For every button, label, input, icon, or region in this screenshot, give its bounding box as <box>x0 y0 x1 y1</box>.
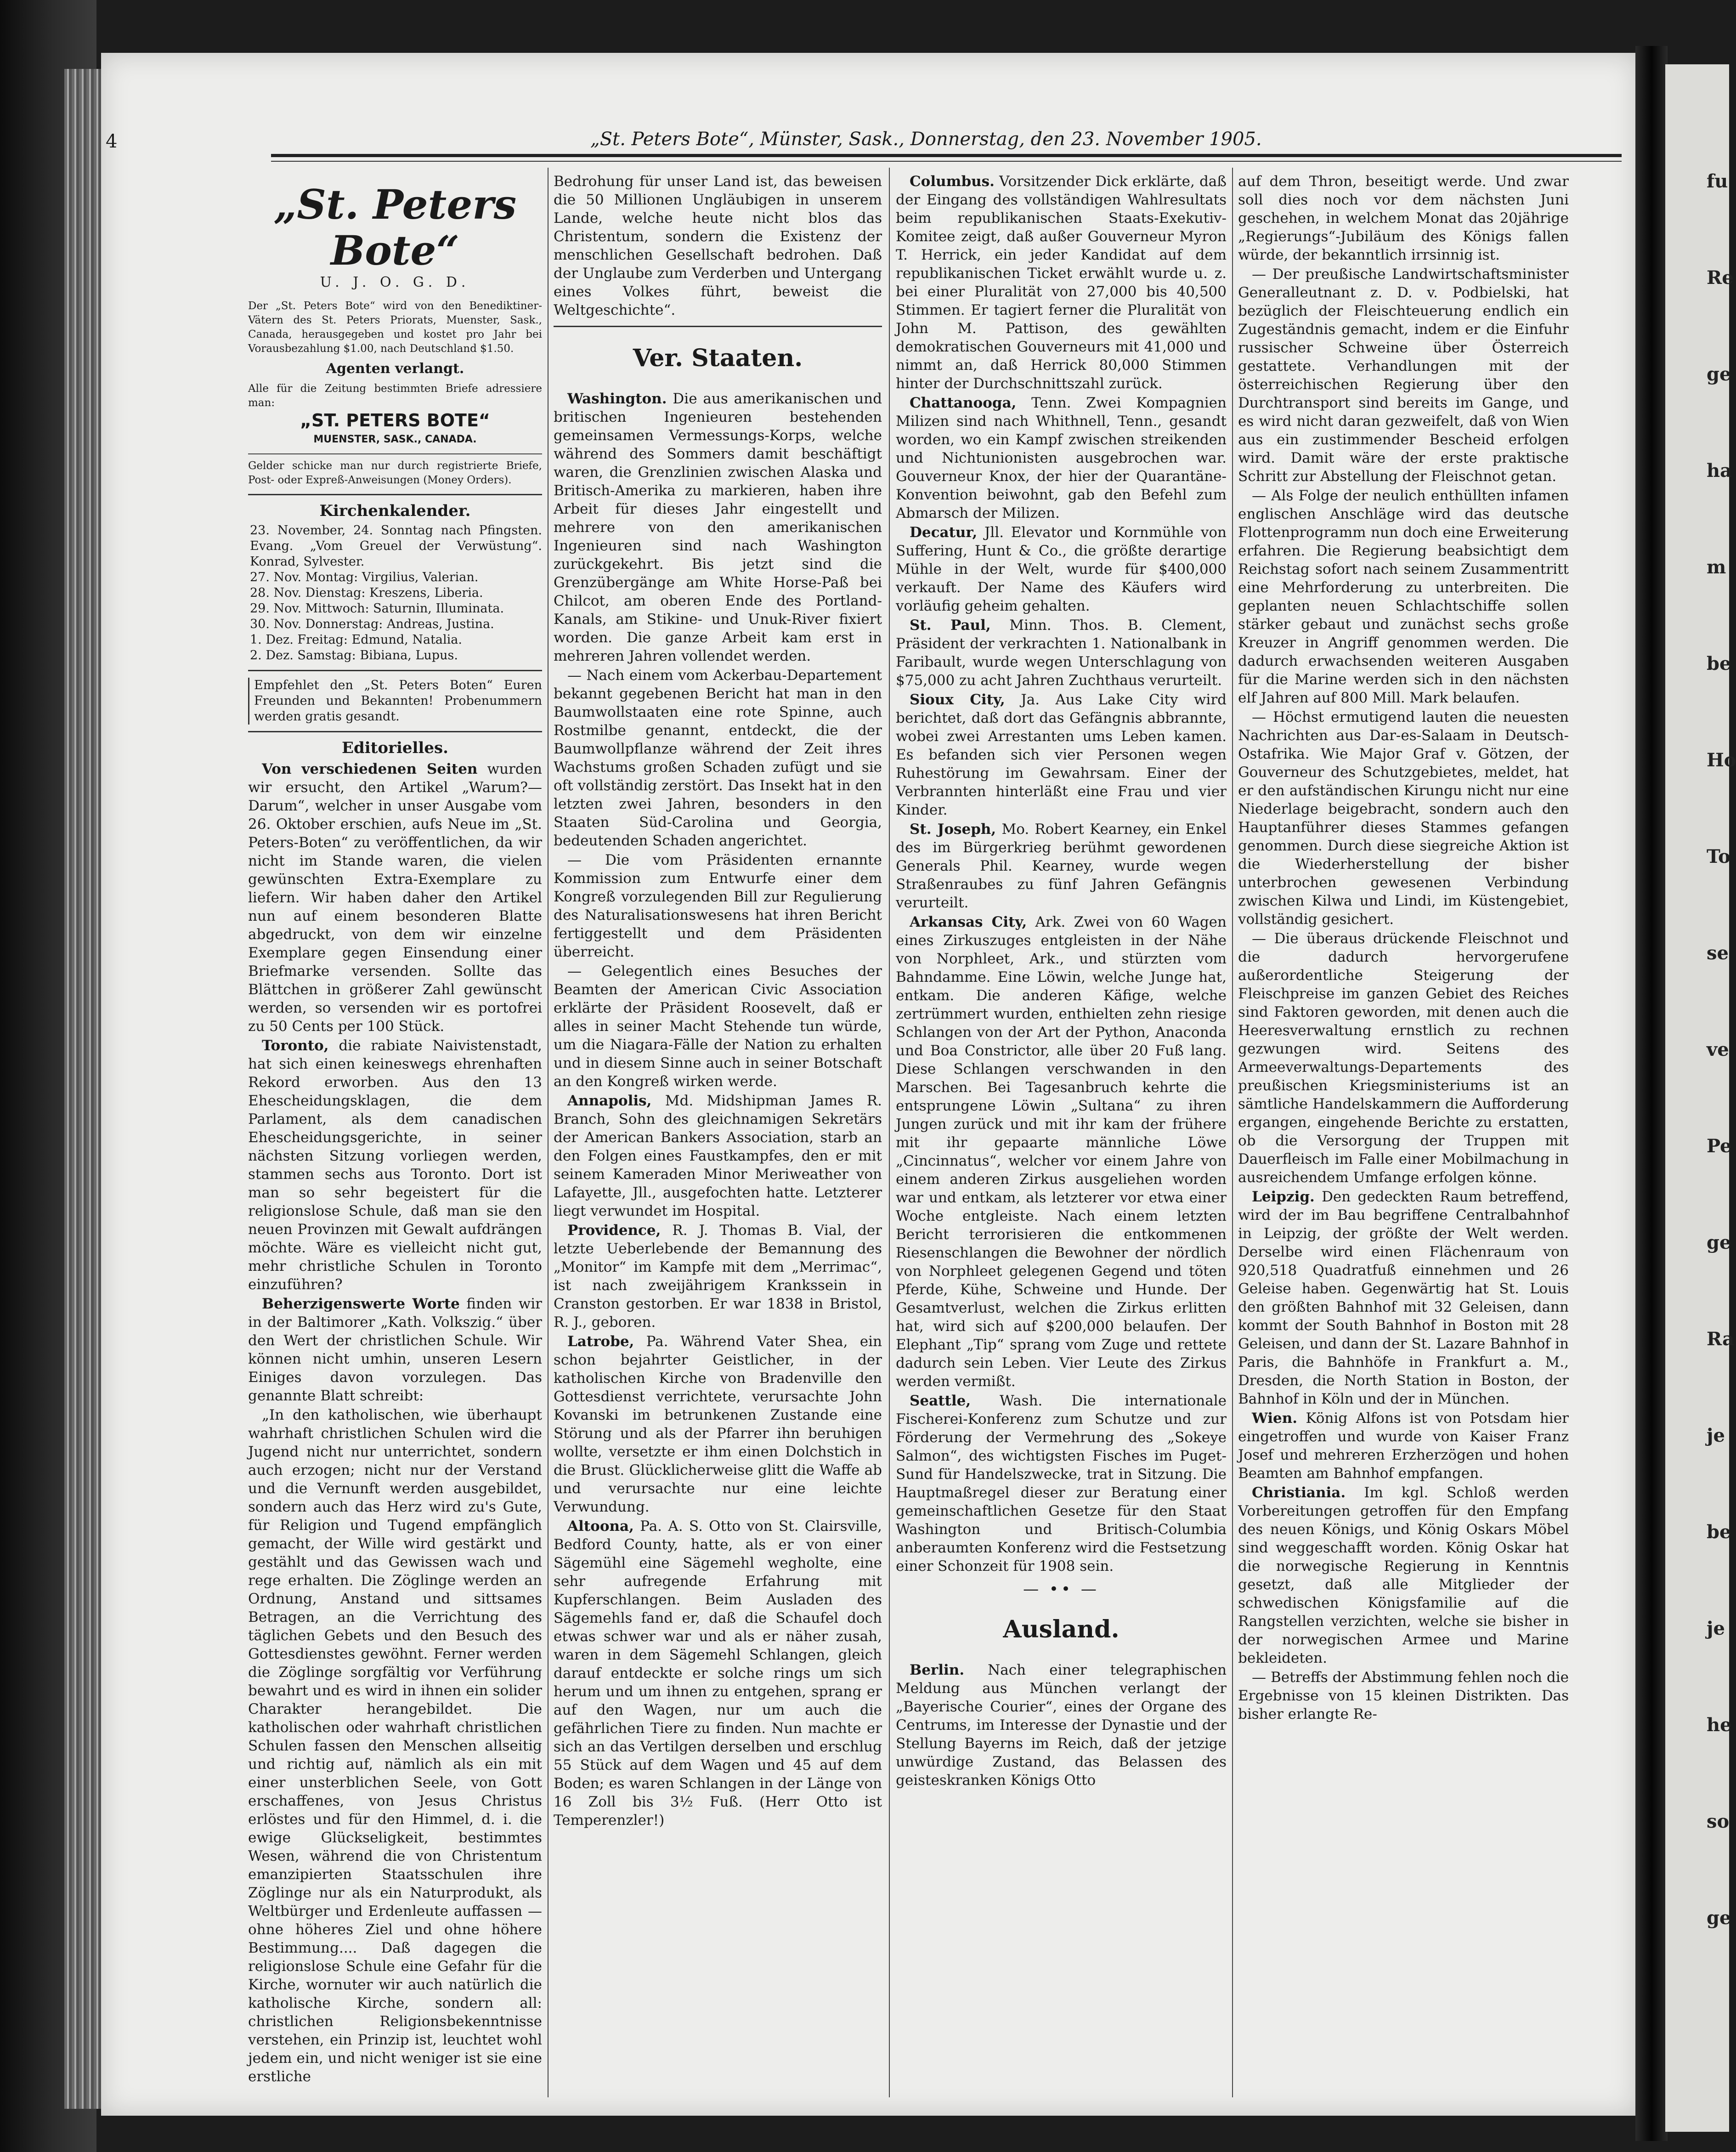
calendar-entry: 27. Nov. Montag: Virgilius, Valerian. <box>250 570 479 584</box>
article-head: St. Paul, <box>910 617 991 634</box>
adjacent-page-fragment: ha <box>1707 460 1732 481</box>
article-text: wurden wir ersucht, den Artikel „Warum?—Darum“, welcher in unser Ausgabe vom 26. Oktober erschien, aufs Neue im „St. Peters-Boten“ zu veröffentlichen, da wir nicht im Stande waren, die vielen gewünschten Extra-Exemplare zu liefern. Wir haben daher den Artikel nun auf einem besonderen Blatte abgedruckt, von dem wir einzelne Exemplare gegen Einsendung einer Briefmarke versenden. Sollte das Blättchen in größerer Zahl gewünscht werden, so versenden wir es portofrei zu 50 Cents per 100 Stück. <box>248 761 543 1035</box>
agents-wanted: Agenten verlangt. <box>326 361 464 377</box>
article-continuation: Bedrohung für unser Land ist, das beweisen die 50 Millionen Ungläubigen in unserem Lande, welche heute nicht blos das Christentum, sondern die Existenz der menschlichen Gesellschaft bedrohen. Daß der Unglaube zum Verderben und Untergang eines Volkes führt, beweist die Weltgeschichte“. <box>554 173 882 318</box>
article-head: Toronto, <box>262 1037 329 1054</box>
divider <box>248 494 542 495</box>
article <box>896 523 1227 615</box>
masthead-description: Der „St. Peters Bote“ wird von den Benediktiner-Vätern des St. Peters Priorats, Muenster, Sask., Canada, herausgegeben und kostet pro Jahr bei Vorausbezahlung $1.00, nach Deutschland $1.50. <box>248 300 542 355</box>
article-continuation: auf dem Thron, beseitigt werde. Und zwar soll dies noch vor dem nächsten Juni geschehen, in welchem Monat das 20jährige „Regierungs“-Jubiläum des Königs fallen würde, der bekanntlich irrsinnig ist. <box>1238 173 1569 263</box>
article <box>896 820 1227 912</box>
article-text: Pa. Während Vater Shea, ein schon bejahrter Geistlicher, in der katholischen Kirche von Bradenville den Gottesdienst verrichtete, verursachte John Kovanski im betrunkenen Zustande eine Störung und als der Pfarrer ihn beruhigen wollte, versetzte er ihm einen Dolchstich in die Brust. Glücklicherweise glitt die Waffe ab und verursachte nur eine leichte Verwundung. <box>554 1333 882 1515</box>
adjacent-page-fragment: ge <box>1707 1907 1731 1929</box>
calendar-entry: 28. Nov. Dienstag: Kreszens, Liberia. <box>250 586 483 600</box>
article-text: R. J. Thomas B. Vial, der letzte Ueberlebende der Bemannung des „Monitor“ im Kampfe mit dem „Merrimac“, ist nach zweijährigem Krankssein in Cranston gestorben. Er war 1838 in Bristol, R. J., geboren. <box>554 1222 882 1331</box>
article-head: Seattle, <box>910 1393 971 1409</box>
adjacent-page-fragment: je <box>1707 1618 1725 1639</box>
article <box>554 1221 882 1331</box>
article-text: Im kgl. Schloß werden Vorbereitungen getroffen für den Empfang des neuen Königs, und König Oskars Möbel sind weggeschafft worden. König Oskar hat die norwegische Regierung in Kenntnis gesetzt, daß alle Mitglieder der schwedischen Königsfamilie auf die Rangstellen verzichten, welche sie bisher in der norwegischen Armee und Marine bekleideten. <box>1238 1484 1569 1666</box>
adjacent-page-fragment: je <box>1707 1425 1725 1446</box>
masthead-motto: U. J. O. G. D. <box>320 274 470 290</box>
article: — Betreffs der Abstimmung fehlen noch die Ergebnisse von 15 kleinen Distrikten. Das bisher erlangte Re- <box>1238 1669 1569 1722</box>
divider <box>248 670 542 671</box>
adjacent-page-fragment: be <box>1707 1521 1731 1543</box>
article-head: Providence, <box>567 1222 661 1239</box>
page-number: 4 <box>106 131 118 152</box>
adjacent-page-fragment: fu <box>1707 170 1728 192</box>
adjacent-page-fragment: Ra <box>1707 1328 1735 1350</box>
divider <box>554 326 882 327</box>
article <box>896 913 1227 1391</box>
adjacent-page-fragment: ge <box>1707 363 1731 385</box>
article-head: Sioux City, <box>910 691 1005 708</box>
article <box>896 172 1227 393</box>
letters-note: Alle für die Zeitung bestimmten Briefe adressiere man: <box>248 383 542 409</box>
article-text: Jll. Elevator und Kornmühle von Suffering, Hunt & Co., die größte derartige Mühle in der Welt, wurde für $400,000 verkauft. Der Name des Käufers wird vorläufig geheim gehalten. <box>896 524 1227 614</box>
adjacent-page-fragment: Pe <box>1707 1135 1732 1157</box>
address-place: MUENSTER, SASK., CANADA. <box>313 434 477 445</box>
running-head: „St. Peters Bote“, Münster, Sask., Donnerstag, den 23. November 1905. <box>590 129 1262 150</box>
article-head: Arkansas City, <box>910 914 1027 930</box>
article-text: Den gedeckten Raum betreffend, wird der im Bau begriffene Centralbahnhof in Leipzig, der größte der Welt werden. Derselbe wird einen Flächenraum von 920,518 Quadratfuß einnehmen und 26 Geleise haben. Gegenwärtig hat St. Louis den größten Bahnhof mit 32 Geleisen, dann kommt der South Bahnhof in Boston mit 28 Geleisen, und dann der St. Lazare Bahnhof in Paris, die Bahnhöfe in Frankfurt a. M., Dresden, die North Station in Boston, der Bahnhof in Köln und der in München. <box>1238 1189 1569 1407</box>
article <box>248 1295 542 1405</box>
article-text: Ark. Zwei von 60 Wagen eines Zirkuszuges entgleisten in der Nähe von Norphleet, Ark., und stürzten vom Bahndamme. Eine Löwin, welche Junge hat, entkam. Die anderen Käfige, welche zertrümmert wurden, enthielten zehn riesige Schlangen von der Art der Python, Anaconda und Boa Constrictor, alle über 20 Fuß lang. Diese Schlangen verschwanden in den Marschen. Bei Tagesanbruch kehrte die entsprungene Löwin „Sultana“ zu ihren Jungen zurück und mit ihr kam der frühere mit ihr gepaarte männliche Löwe „Cincinnatus“, welcher vor einem Jahre von einem anderen Zirkus ausgeliehen worden war und entkam, als letzterer vor etwa einer Woche entgleiste. Nach einem letzten Bericht terrorisieren die entkommenen Riesenschlangen die Bewohner der nördlich von Norphleet gelegenen Gegend und töten Pferde, Kühe, Schweine und Hunde. Der Gesamtverlust, welchen die Zirkus erlitten hat, wird sich auf $200,000 belaufen. Der Elephant „Tip“ sprang vom Zuge und rettete dadurch sein Leben. Vier Leute des Zirkus werden vermißt. <box>896 914 1227 1390</box>
article <box>1238 1409 1569 1483</box>
article-text: König Alfons ist von Potsdam hier eingetroffen und wurde von Kaiser Franz Josef und mehreren Erzherzögen und hohen Beamten am Bahnhof empfangen. <box>1238 1410 1569 1482</box>
calendar-entry: 30. Nov. Donnerstag: Andreas, Justina. <box>250 617 494 631</box>
article-head: Wien. <box>1252 1410 1298 1427</box>
adjacent-page-fragment: se <box>1707 942 1729 964</box>
column-rule <box>548 168 549 2097</box>
article: — Gelegentlich eines Besuches der Beamten der American Civic Association erklärte der Präsident Roosevelt, daß er alles in seiner Macht Stehende tun würde, um die Niagara-Fälle der Nation zu erhalten und in diesem Sinne auch in seiner Botschaft an den Kongreß wirken werde. <box>554 963 882 1090</box>
header-rule-thin <box>271 161 1622 162</box>
article-head: Von verschiedenen Seiten <box>262 761 478 777</box>
article-head: Christiania. <box>1252 1484 1346 1501</box>
adjacent-page-fragment: m <box>1707 556 1726 578</box>
calendar-entry: 1. Dez. Freitag: Edmund, Natalia. <box>250 633 462 647</box>
adjacent-page-fragment: ge <box>1707 1232 1731 1253</box>
adjacent-page-fragments <box>1665 165 1736 1934</box>
subscription-notice: Empfehlet den „St. Peters Boten“ Euren Freunden und Bekannten! Probenummern werden gratis gesandt. <box>248 678 542 725</box>
article-head: Berlin. <box>910 1662 965 1678</box>
adjacent-page-fragment: he <box>1707 1714 1732 1736</box>
article: — Höchst ermutigend lauten die neuesten Nachrichten aus Dar-es-Salaam in Deutsch-Ostafrika. Wie Major Graf v. Götzen, der Gouverneur des Schutzgebietes, meldet, hat er den aufständischen Kirungu nicht nur eine Niederlage beigebracht, sondern auch den Hauptanführer dieses Stammes gefangen genommen. Durch diese siegreiche Aktion ist die Wiederherstellung der bisher unterbrochen gewesenen Verbindung zwischen Kilwa und Lindi, im Küstengebiet, vollständig gesichert. <box>1238 709 1569 928</box>
calendar-entry: 29. Nov. Mittwoch: Saturnin, Illuminata. <box>250 601 504 616</box>
masthead-title: „St. Peters Bote“ <box>273 181 517 274</box>
article <box>248 1036 542 1294</box>
article-text: Tenn. Zwei Kompagnien Milizen sind nach Whithnell, Tenn., gesandt worden, wo ein Kampf zwischen streikenden und Nichtunionisten ausgebrochen war. Gouverneur Knox, der hier der Quarantäne-Konvention beiwohnt, gab den Befehl zum Abmarsch der Milizen. <box>896 395 1227 521</box>
article <box>554 1092 882 1220</box>
column-4 <box>1238 172 1569 2093</box>
article-head: Decatur, <box>910 524 978 541</box>
article <box>554 1332 882 1516</box>
header-rule <box>271 154 1622 157</box>
divider <box>248 453 542 454</box>
article-head: Beherzigenswerte Worte <box>262 1296 460 1312</box>
column-1 <box>248 172 542 2093</box>
article: — Der preußische Landwirtschaftsminister Generalleutnant z. D. v. Podbielski, hat bezüglich der Fleischteuerung endlich ein Zugeständnis gemacht, indem er die Einfuhr russischer Schweine über Österreich gestattete. Verhandlungen mit der österreichischen Regierung über den Durchtransport sind bereits im Gange, und es wird nicht daran gezweifelt, daß von Wien aus ein zustimmender Bescheid erfolgen wird. Damit wäre der erste praktische Schritt zur Abstellung der Fleischnot getan. <box>1238 266 1569 485</box>
article-text: Vorsitzender Dick erklärte, daß der Eingang des vollständigen Wahlresultats beim republikanischen Staats-Exekutiv-Komitee zeigt, daß außer Gouverneur Myron T. Herrick, ein jeder Kandidat auf dem republikanischen Ticket erwählt wurde u. z. bei einer Pluralität von 27,000 bis 40,500 Stimmen. Er tagiert ferner die Pluralität von John M. Pattison, des gewählten demokratischen Gouverneurs mit 41,000 und nimmt an, daß Herrick 80,000 Stimmen hinter der Durchschnittszahl zurück. <box>896 173 1227 392</box>
article-head: Latrobe, <box>567 1333 634 1350</box>
column-2 <box>554 172 882 2093</box>
article-text: Pa. A. S. Otto von St. Clairsville, Bedford County, hatte, als er von einer Sägemühl eine Sägemehl wegholte, eine sehr aufregende Erfahrung mit Kupferschlangen. Beim Ausladen des Sägemehls fand er, daß die Schaufel doch etwas schwer war und als er näher zusah, waren in dem Sägemehl Schlangen, gleich darauf entdeckte er solche rings um sich herum und um ihnen zu entgehen, sprang er auf den Wagen, nur um auch die gefährlichen Tiere zu finden. Nun machte er sich an das Vertilgen derselben und erschlug 55 Stück auf dem Wagen und 45 auf dem Boden; es waren Schlangen in der Länge von 16 Zoll bis 3½ Fuß. (Herr Otto ist Temperenzler!) <box>554 1518 882 1829</box>
article <box>1238 1188 1569 1408</box>
adjacent-page-fragment: ve <box>1707 1039 1729 1060</box>
article-text: Die aus amerikanischen und britischen Ingenieuren bestehenden gemeinsamen Vermessungs-Korps, welche während des Sommers damit beschäftigt waren, die Grenzlinien zwischen Alaska und Britisch-Amerika zu markieren, haben ihre Arbeit für dieses Jahr eingestellt und mehrere von den amerikanischen Ingenieuren sind nach Washington zurückgekehrt. Bis jetzt sind die Grenzübergänge am White Horse-Paß bei Chilcot, am oberen Ende des Portland-Kanals, am Stikine- und Unuk-River fixiert worden. Die ganze Arbeit kam erst in mehreren Jahren vollendet werden. <box>554 391 882 664</box>
article-head: Leipzig. <box>1252 1189 1315 1205</box>
article: — Als Folge der neulich enthüllten infamen englischen Anschläge wird das deutsche Flottenprogramm nun doch eine Erweiterung erfahren. Die Regierung beabsichtigt dem Reichstag sofort nach seinem Zusammentritt eine Mehrforderung zu unterbreiten. Die geplanten neuen Schlachtschiffe sollen stärker gebaut und zunächst sechs große Kreuzer in Angriff genommen werden. Die dadurch erwachsenden weiteren Ausgaben für die Marine werden sich in den nächsten elf Jahren auf 800 Mill. Mark belaufen. <box>1238 487 1569 706</box>
article <box>896 1661 1227 1790</box>
adjacent-page <box>1665 64 1736 2132</box>
calendar-title: Kirchenkalender. <box>319 502 471 520</box>
article-text: finden wir in der Baltimorer „Kath. Volkszig.“ über den Wert der christlichen Schule. Wir können nicht umhin, unseren Lesern Einiges davon vorzulegen. Das genannte Blatt schreibt: <box>248 1296 542 1404</box>
article: — Nach einem vom Ackerbau-Departement bekannt gegebenen Bericht hat man in den Baumwollstaaten eine rote Spinne, auch Rostmilbe genannt, entdeckt, die der Baumwollpflanze während der Zeit ihres Wachstums großen Schaden zufügt und sie oft vollständig zerstört. Das Insekt hat in den letzten zwei Jahren, besonders in den Staaten Süd-Carolina und Georgia, bedeutenden Schaden angerichtet. <box>554 667 882 849</box>
article-text: Md. Midshipman James R. Branch, Sohn des gleichnamigen Sekretärs der American Bankers Association, starb an den Folgen eines Faustkampfes, den er mit seinem Kameraden Minor Meriweather von Lafayette, Jll., ausgefochten hatte. Letzterer liegt verwundet im Hospital. <box>554 1093 882 1219</box>
article-head: St. Joseph, <box>910 821 996 838</box>
article <box>896 616 1227 690</box>
calendar-entry: 23. November, 24. Sonntag nach Pfingsten. Evang. „Vom Greuel der Verwüstung“. Konrad, Sylvester. <box>250 523 542 569</box>
ornament-divider: — •• — <box>1023 1580 1099 1598</box>
column-3 <box>896 172 1227 2093</box>
address-name: „ST. PETERS BOTE“ <box>300 410 490 430</box>
adjacent-page-fragment: Re <box>1707 267 1734 289</box>
adjacent-page-fragment: so <box>1707 1811 1730 1832</box>
section-title-abroad: Ausland. <box>1003 1615 1120 1643</box>
article-text: Nach einer telegraphischen Meldung aus München verlangt der „Bayerische Courier“, eines der Organe des Centrums, im Interesse der Dynastie und der Stellung Bayerns im Reich, daß der jetzige unwürdige Zustand, das Belassen des geisteskranken Königs Otto <box>896 1662 1227 1789</box>
article-text: Ja. Aus Lake City wird berichtet, daß dort das Gefängnis abbrannte, wobei zwei Arrestanten ums Leben kamen. Es befanden sich vier Personen wegen Ruhestörung im Gewahrsam. Einer der Verbrannten hinterläßt eine Frau und vier Kinder. <box>896 691 1227 818</box>
article-head: Chattanooga, <box>910 395 1017 411</box>
article <box>896 691 1227 819</box>
book-gutter <box>1635 46 1668 2141</box>
article <box>554 1517 882 1829</box>
adjacent-page-fragment: To <box>1707 846 1730 867</box>
article: — Die vom Präsidenten ernannte Kommission zum Entwurfe einer dem Kongreß vorzulegenden Bill zur Regulierung des Naturalisationswesens hat ihren Bericht fertiggestellt und dem Präsidenten überreicht. <box>554 852 882 960</box>
column-rule <box>889 168 890 2097</box>
calendar-list <box>248 523 542 663</box>
column-rule <box>1232 168 1233 2097</box>
article-head: Altoona, <box>567 1518 634 1535</box>
adjacent-page-fragment: Ho <box>1707 749 1736 771</box>
editorial-title: Editorielles. <box>342 739 448 757</box>
article-text: die rabiate Naivistenstadt, hat sich einen keineswegs ehrenhaften Rekord erworben. Aus den 13 Ehescheidungsklagen, die dem Parlament, als dem canadischen Ehescheidungsgerichte, in seiner nächsten Sitzung vorliegen werden, stammen sechs aus Toronto. Dort ist man so sehr begeistert für die religionslose Schule, daß man sie den neuen Provinzen mit Gewalt aufdrängen möchte. Wäre es vielleicht nicht gut, mehr christliche Schulen in Toronto einzuführen? <box>248 1037 542 1293</box>
article-quote: „In den katholischen, wie überhaupt wahrhaft christlichen Schulen wird die Jugend nicht nur unterrichtet, sondern auch erzogen; nicht nur der Verstand und die Vernunft werden ausgebildet, sondern auch das Herz wird zu's Gute, für Religion und Tugend empfänglich gemacht, der Wille wird gestärkt und gestählt und das Gewissen wach und rege erhalten. Die Zöglinge werden an Ordnung, Anstand und sittsames Betragen, an die Verrichtung des täglichen Gebets und den Besuch des Gottesdienstes gewöhnt. Ferner werden die Zöglinge sorgfältig vor Verführung bewahrt und es wird in ihnen ein solider Charakter herangebildet. Die katholischen oder wahrhaft christlichen Schulen fassen den Menschen allseitig und richtig auf, nämlich als ein mit einer unsterblichen Seele, von Gott erschaffenes, von Jesus Christus erlöstes und für den Himmel, d. i. die ewige Glückseligkeit, bestimmtes Wesen, während die von Christentum emanzipierten Staatsschulen ihre Zöglinge nur als ein Naturprodukt, als Weltbürger und Erdenleute auffassen — ohne höheres Ziel und ohne höhere Bestimmung.... Daß dagegen die religionslose Schule eine Gefahr für die Kirche, wornuter wir auch natürlich die katholische Kirche, sondern all: christlichen Religionsbekenntnisse verstehen, ein Prinzip ist, leuchtet wohl jedem ein, und nicht weniger ist sie eine erstliche <box>248 1407 542 2085</box>
divider <box>248 731 542 732</box>
adjacent-page-fragment: be <box>1707 653 1731 674</box>
article <box>896 394 1227 522</box>
article-text: Mo. Robert Kearney, ein Enkel des im Bürgerkrieg berühmt gewordenen Generals Phil. Kearney, wurde wegen Straßenraubes zu fünf Jahren Gefängnis verurteilt. <box>896 821 1227 911</box>
article-head: Columbus. <box>910 173 995 190</box>
section-title-states: Ver. Staaten. <box>633 344 803 372</box>
money-note: Gelder schicke man nur durch registrierte Briefe, Post- oder Expreß-Anweisungen (Money Orders). <box>248 460 542 486</box>
article-head: Annapolis, <box>567 1093 652 1109</box>
article: — Die überaus drückende Fleischnot und die dadurch hervorgerufene außerordentliche Steigerung der Fleischpreise im ganzen Gebiet des Reiches sind Faktoren geworden, mit denen auch die Heeresverwaltung ernstlich zu rechnen gezwungen wird. Seitens des Armeeverwaltungs-Departements des preußischen Kriegsministeriums ist an sämtliche Handelskammern die Aufforderung ergangen, eingehende Berichte zu erstatten, ob die Versorgung der Truppen mit Dauerfleisch im Falle einer Mobilmachung in ausreichendem Umfange erfolgen könne. <box>1238 930 1569 1186</box>
article <box>1238 1484 1569 1667</box>
calendar-entry: 2. Dez. Samstag: Bibiana, Lupus. <box>250 648 458 663</box>
article-head: Washington. <box>567 391 667 407</box>
article-text: Wash. Die internationale Fischerei-Konferenz zum Schutze und zur Förderung der Vermehrung des „Sokeye Salmon“, des wichtigsten Fisches im Puget-Sund für Handelszwecke, trat in Sitzung. Die Hauptmaßregel dieser zur Beratung einer gemeinschaftlichen Gesetze für den Staat Washington und Britisch-Columbia anberaumten Konferenz wird die Festsetzung einer Schonzeit für 1908 sein. <box>896 1393 1227 1574</box>
article <box>248 760 542 1036</box>
article-text: Minn. Thos. B. Clement, Präsident der verkrachten 1. Nationalbank in Faribault, wurde wegen Unterschlagung von $75,000 zu acht Jahren Zuchthaus verurteilt. <box>896 617 1227 689</box>
article <box>554 390 882 665</box>
article <box>896 1392 1227 1575</box>
